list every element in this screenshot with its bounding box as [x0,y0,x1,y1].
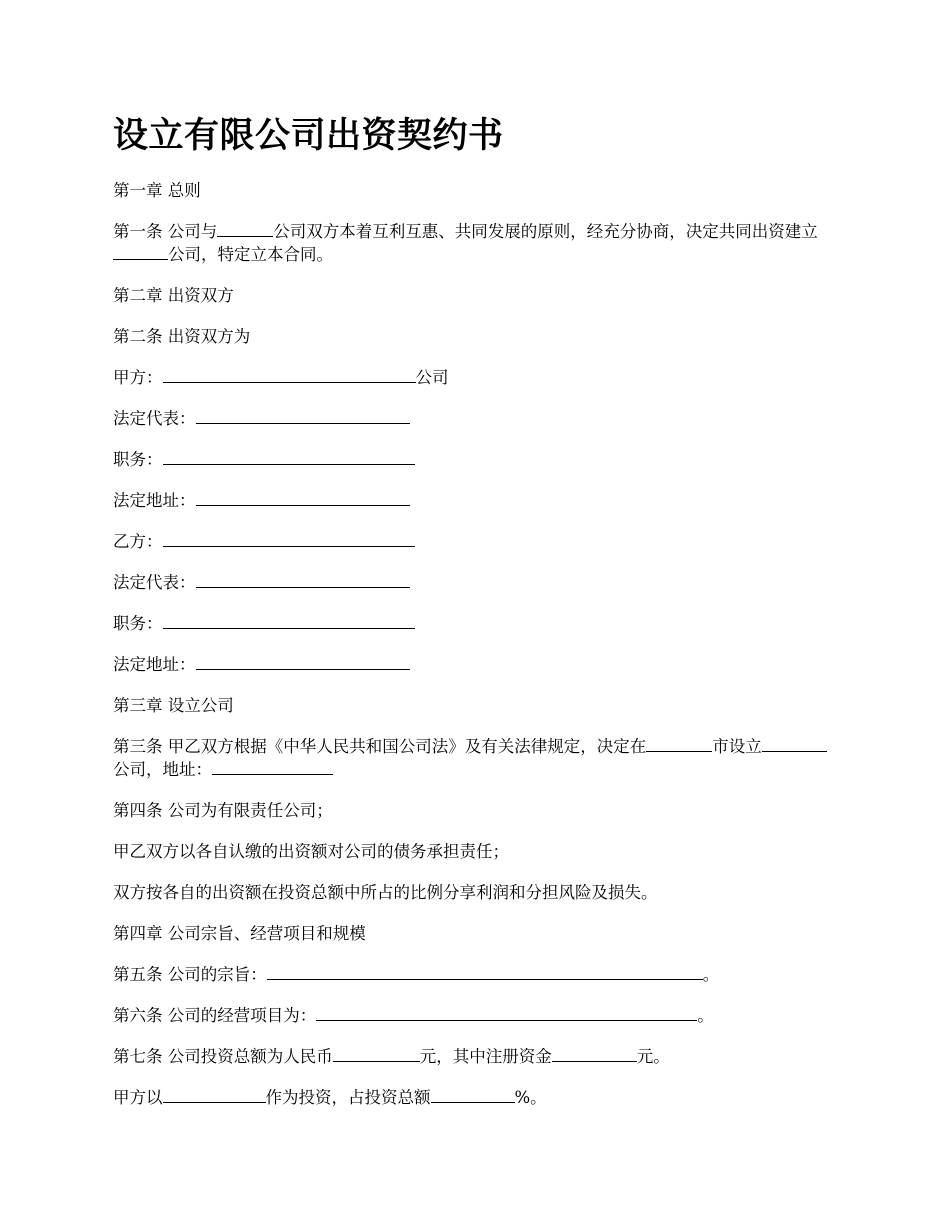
chapter-1-heading: 第一章 总则 [113,181,201,200]
article-1-text-b: 公司双方本着互利互惠、共同发展的原则，经充分协商，决定共同出资建立 [273,222,818,241]
party-b-rep-label: 法定代表： [113,573,196,592]
blank-company-name-2 [113,244,168,260]
party-a-position-line [113,448,843,471]
party-a-investment-text-a: 甲方以 [113,1088,163,1107]
blank-party-a-address [196,490,410,506]
blank-purpose [267,964,703,980]
blank-business-scope [316,1005,697,1021]
article-6 [113,1004,843,1027]
blank-party-a-rep [196,408,410,424]
party-a-address-label: 法定地址： [113,491,196,510]
blank-party-b-rep [196,572,410,588]
blank-investment-percent [431,1087,515,1103]
blank-company-name-3 [762,736,827,752]
article-1-text-c: 公司，特定立本合同。 [168,245,333,264]
blank-party-b-name [163,531,415,547]
article-7 [113,1045,843,1068]
article-5-text-b: 。 [702,965,720,984]
article-3 [113,735,843,781]
article-6-text-a: 第六条 公司的经营项目为： [113,1006,317,1025]
party-a-rep-line [113,407,843,430]
article-5-text-a: 第五条 公司的宗旨： [113,965,267,984]
article-7-text-a: 第七条 公司投资总额为人民币 [113,1047,333,1066]
article-7-text-c: 元。 [636,1047,670,1066]
liability-clause: 甲乙双方以各自认缴的出资额对公司的债务承担责任； [113,842,509,861]
chapter-3-heading: 第三章 设立公司 [113,696,234,715]
document-title: 设立有限公司出资契约书 [113,116,504,156]
party-a-investment-text-c: %。 [514,1088,547,1107]
party-a-name-line [113,366,843,389]
party-a-label: 甲方： [113,368,163,387]
article-4: 第四条 公司为有限责任公司； [113,801,333,820]
article-3-text-a: 第三条 甲乙双方根据《中华人民共和国公司法》及有关法律规定，决定在 [113,737,647,756]
blank-party-b-address [196,654,410,670]
document-page [113,110,843,1127]
blank-party-b-position [163,613,415,629]
article-6-text-b: 。 [697,1006,714,1025]
article-1-text-a: 第一条 公司与 [113,222,218,241]
chapter-2-heading: 第二章 出资双方 [113,286,234,305]
party-a-investment-text-b: 作为投资，占投资总额 [265,1088,431,1107]
blank-party-a-name [163,367,416,383]
party-b-address-label: 法定地址： [113,655,196,674]
party-b-position-label: 职务： [113,614,163,633]
article-1 [113,220,843,266]
article-5 [113,963,843,986]
party-a-address-line [113,489,843,512]
party-a-suffix: 公司 [415,368,449,387]
party-b-address-line [113,653,843,676]
party-a-position-label: 职务： [113,450,163,469]
party-a-investment [113,1086,843,1109]
article-3-text-c: 公司，地址： [113,760,212,779]
article-2: 第二条 出资双方为 [113,327,251,346]
blank-party-a-position [163,449,415,465]
party-b-rep-line [113,571,843,594]
party-b-name-line [113,530,843,553]
blank-address [212,759,333,775]
article-3-text-b: 市设立 [712,737,762,756]
party-b-position-line [113,612,843,635]
chapter-4-heading: 第四章 公司宗旨、经营项目和规模 [113,924,366,943]
article-7-text-b: 元，其中注册资金 [419,1047,552,1066]
blank-city [646,736,712,752]
blank-total-investment [333,1046,420,1062]
blank-company-name-1 [217,221,273,237]
blank-registered-capital [552,1046,637,1062]
party-a-rep-label: 法定代表： [113,409,196,428]
profit-clause: 双方按各自的出资额在投资总额中所占的比例分享利润和分担风险及损失。 [113,883,658,902]
party-b-label: 乙方： [113,532,163,551]
blank-investment-form [163,1087,266,1103]
